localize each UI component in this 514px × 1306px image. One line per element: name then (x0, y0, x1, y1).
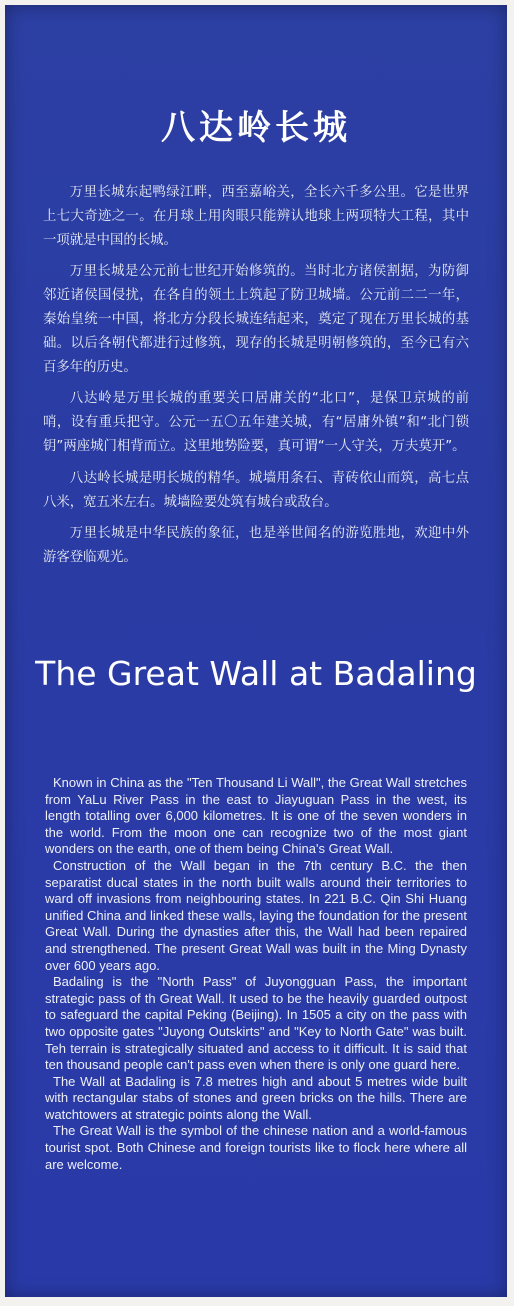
chinese-paragraph: 万里长城是中华民族的象征，也是举世闻名的游览胜地，欢迎中外游客登临观光。 (43, 526, 469, 566)
chinese-title: 八达岭长城 (161, 108, 351, 148)
english-paragraph: Construction of the Wall began in the 7th century B.C. the then separatist ducal states in the north built walls around their territories to ward off invasions from neighbouring states. In 221 B.C. Qin Shi Huang unified China and linked these walls, laying the foundation for the present Great Wall. During the dynasties after this, the Wall had been repaired and strengthened. The present Great Wall was built in the Ming Dynasty over 600 years ago. (45, 857, 467, 973)
english-paragraph: Badaling is the "North Pass" of Juyongguan Pass, the important strategic pass of th Great Wall. It used to be the heavily guarded outpost to safeguard the capital Peking (Beijing). In 1505 a city on the pass with two opposite gates "Juyong Outskirts" and "Key to North Gate" was built. Teh terrain is strategically situated and access to it difficult. It is said that ten thousand people can't pass even when there is only one guard here. (45, 974, 467, 1073)
chinese-paragraph: 八达岭长城是明长城的精华。城墙用条石、青砖依山而筑，高七点八米，宽五米左右。城墙险要处筑有城台或敌台。 (43, 470, 469, 510)
chinese-body (43, 181, 469, 578)
english-paragraph: The Wall at Badaling is 7.8 metres high and about 5 metres wide built with rectangular stabs of stones and green bricks on the hills. There are watchtowers at strategic points along the Wall. (45, 1073, 467, 1122)
english-body (45, 775, 467, 1173)
chinese-paragraph: 万里长城东起鸭绿江畔，西至嘉峪关，全长六千多公里。它是世界上七大奇迹之一。在月球上用肉眼只能辨认地球上两项特大工程，其中一项就是中国的长城。 (43, 185, 469, 248)
english-paragraph: The Great Wall is the symbol of the chinese nation and a world-famous tourist spot. Both Chinese and foreign tourists like to flock here where all are welcome. (45, 1123, 467, 1172)
brochure-page (5, 5, 507, 1297)
english-paragraph: Known in China as the "Ten Thousand Li Wall", the Great Wall stretches from YaLu River Pass in the east to Jiayuguan Pass in the west, its length totalling over 6,000 kilometres. It is one of the seven wonders in the world. From the moon one can recognize two of the most giant wonders on the earth, one of them being China's Great Wall. (45, 775, 467, 857)
chinese-paragraph: 万里长城是公元前七世纪开始修筑的。当时北方诸侯割据，为防御邻近诸侯国侵扰，在各自的领土上筑起了防卫城墙。公元前二二一年，秦始皇统一中国，将北方分段长城连结起来，奠定了现在万里长城的基础。以后各朝代都进行过修筑，现存的长城是明朝修筑的，至今已有六百多年的历史。 (43, 264, 469, 375)
chinese-paragraph: 八达岭是万里长城的重要关口居庸关的“北口”，是保卫京城的前哨，设有重兵把守。公元一五〇五年建关城，有“居庸外镇”和“北门锁钥”两座城门相背而立。这里地势险要，真可谓“一人守关，万夫莫开”。 (43, 391, 469, 454)
english-title: The Great Wall at Badaling (35, 654, 477, 693)
